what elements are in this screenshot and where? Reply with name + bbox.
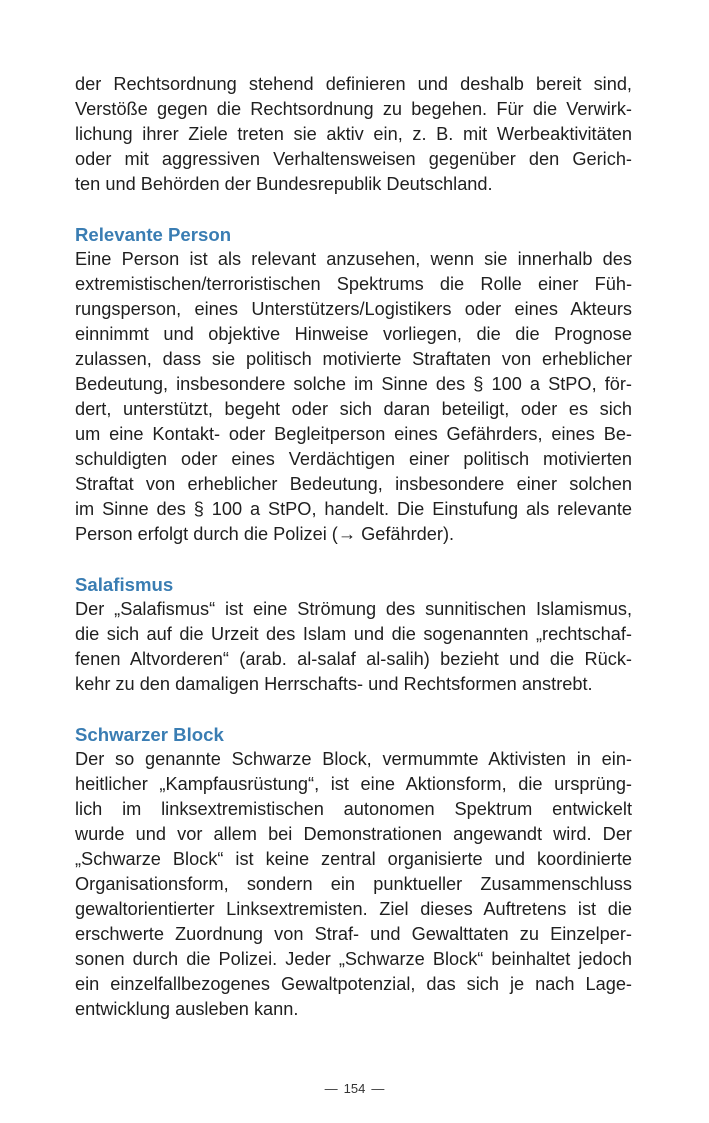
text-line: Person erfolgt durch die Polizei (→ Gefährder). — [75, 524, 455, 544]
text-line: extremistischen/terroristischen Spektrums die Rolle einer Füh- — [75, 274, 632, 294]
text-line: heitlicher „Kampfausrüstung“, ist eine Aktionsform, die ursprüng- — [75, 774, 632, 794]
section-relevante-person — [75, 222, 632, 547]
text-line: fenen Altvorderen“ (arab. al-salaf al-salih) bezieht und die Rück- — [75, 649, 632, 669]
text-line: ein einzelfallbezogenes Gewaltpotenzial, das sich je nach Lage- — [75, 974, 632, 994]
text-line: Bedeutung, insbesondere solche im Sinne des § 100 a StPO, för- — [75, 374, 632, 394]
text-line: entwicklung ausleben kann. — [75, 999, 299, 1019]
section-schwarzer-block — [75, 722, 632, 1022]
page-number: 154 — [343, 1081, 366, 1096]
section-paragraph — [75, 747, 632, 1022]
text-line: Straftat von erheblicher Bedeutung, insbesondere einer solchen — [75, 474, 632, 494]
text-line: rungsperson, eines Unterstützers/Logistikers oder eines Akteurs — [75, 299, 632, 319]
text-line: ten und Behörden der Bundesrepublik Deutschland. — [75, 174, 493, 194]
text-line: im Sinne des § 100 a StPO, handelt. Die Einstufung als relevante — [75, 499, 632, 519]
section-paragraph — [75, 247, 632, 547]
text-line: lich im linksextremistischen autonomen Spektrum entwickelt — [75, 799, 632, 819]
page-footer — [0, 1079, 709, 1099]
intro-paragraph — [75, 72, 632, 197]
text-line: der Rechtsordnung stehend definieren und deshalb bereit sind, — [75, 74, 632, 94]
text-line: schuldigten oder eines Verdächtigen einer politisch motivierten — [75, 449, 632, 469]
section-heading: Salafismus — [75, 574, 174, 595]
text-line: um eine Kontakt- oder Begleitperson eines Gefährders, eines Be- — [75, 424, 632, 444]
section-heading: Schwarzer Block — [75, 724, 224, 745]
footer-dash-right: — — [371, 1081, 385, 1096]
text-line: dert, unterstützt, begeht oder sich daran beteiligt, oder es sich — [75, 399, 632, 419]
text-line: Verstöße gegen die Rechtsordnung zu begehen. Für die Verwirk- — [75, 99, 632, 119]
text-line: „Schwarze Block“ ist keine zentral organisierte und koordinierte — [75, 849, 632, 869]
text-line: wurde und vor allem bei Demonstrationen angewandt wird. Der — [75, 824, 632, 844]
text-line: kehr zu den damaligen Herrschafts- und Rechtsformen anstrebt. — [75, 674, 593, 694]
footer-dash-left: — — [324, 1081, 338, 1096]
text-line: sonen durch die Polizei. Jeder „Schwarze Block“ beinhaltet jedoch — [75, 949, 632, 969]
section-heading: Relevante Person — [75, 224, 232, 245]
text-line: lichung ihrer Ziele treten sie aktiv ein, z. B. mit Werbeaktivitäten — [75, 124, 632, 144]
section-salafismus — [75, 572, 632, 697]
text-line: Organisationsform, sondern ein punktueller Zusammenschluss — [75, 874, 632, 894]
text-line: die sich auf die Urzeit des Islam und die sogenannten „rechtschaf- — [75, 624, 632, 644]
text-line: Eine Person ist als relevant anzusehen, wenn sie innerhalb des — [75, 249, 632, 269]
section-paragraph — [75, 597, 632, 697]
text-line: einnimmt und objektive Hinweise vorliegen, die die Prognose — [75, 324, 632, 344]
page-body — [75, 72, 632, 1022]
text-line: zulassen, dass sie politisch motivierte Straftaten von erheblicher — [75, 349, 632, 369]
text-line: gewaltorientierter Linksextremisten. Ziel dieses Auftretens ist die — [75, 899, 632, 919]
text-line: Der so genannte Schwarze Block, vermummte Aktivisten in ein- — [75, 749, 632, 769]
text-line: erschwerte Zuordnung von Straf- und Gewalttaten zu Einzelper- — [75, 924, 632, 944]
text-line: Der „Salafismus“ ist eine Strömung des sunnitischen Islamismus, — [75, 599, 632, 619]
text-line: oder mit aggressiven Verhaltensweisen gegenüber den Gerich- — [75, 149, 632, 169]
